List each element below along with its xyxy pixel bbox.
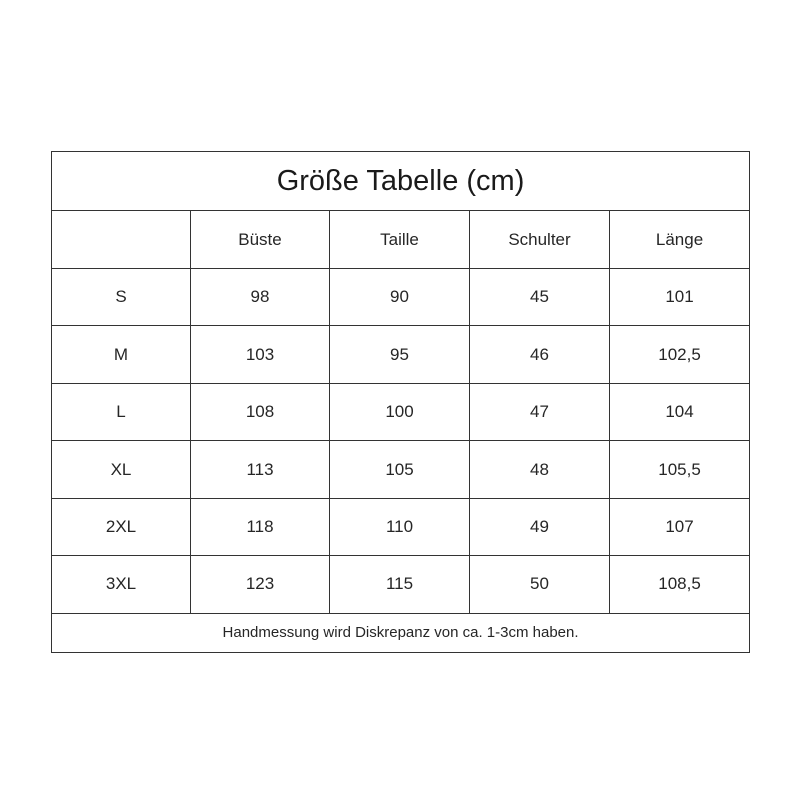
- waist-value: 100: [330, 383, 470, 440]
- waist-value: 110: [330, 498, 470, 555]
- table-row-m: [52, 326, 750, 383]
- bust-value: 98: [191, 268, 330, 325]
- shoulder-value: 45: [470, 268, 610, 325]
- title-row: [52, 152, 750, 211]
- table-title: Größe Tabelle (cm): [52, 152, 750, 211]
- column-header-waist: Taille: [330, 211, 470, 268]
- waist-value: 90: [330, 268, 470, 325]
- corner-cell: [52, 211, 191, 268]
- shoulder-value: 48: [470, 441, 610, 498]
- length-value: 101: [610, 268, 750, 325]
- shoulder-value: 47: [470, 383, 610, 440]
- header-row: [52, 211, 750, 268]
- bust-value: 113: [191, 441, 330, 498]
- size-label: XL: [52, 441, 191, 498]
- length-value: 102,5: [610, 326, 750, 383]
- length-value: 108,5: [610, 556, 750, 613]
- waist-value: 105: [330, 441, 470, 498]
- length-value: 107: [610, 498, 750, 555]
- table-row-s: [52, 268, 750, 325]
- size-label: M: [52, 326, 191, 383]
- column-header-bust: Büste: [191, 211, 330, 268]
- size-label: L: [52, 383, 191, 440]
- note-row: [52, 613, 750, 652]
- waist-value: 95: [330, 326, 470, 383]
- table-row-xl: [52, 441, 750, 498]
- size-label: S: [52, 268, 191, 325]
- column-header-length: Länge: [610, 211, 750, 268]
- table-row-2xl: [52, 498, 750, 555]
- size-label: 2XL: [52, 498, 191, 555]
- bust-value: 103: [191, 326, 330, 383]
- shoulder-value: 49: [470, 498, 610, 555]
- column-header-shoulder: Schulter: [470, 211, 610, 268]
- shoulder-value: 46: [470, 326, 610, 383]
- size-label: 3XL: [52, 556, 191, 613]
- bust-value: 123: [191, 556, 330, 613]
- waist-value: 115: [330, 556, 470, 613]
- table-row-l: [52, 383, 750, 440]
- measurement-note: Handmessung wird Diskrepanz von ca. 1-3cm haben.: [52, 613, 750, 652]
- size-chart-table: [51, 151, 750, 653]
- table-row-3xl: [52, 556, 750, 613]
- length-value: 104: [610, 383, 750, 440]
- bust-value: 108: [191, 383, 330, 440]
- shoulder-value: 50: [470, 556, 610, 613]
- bust-value: 118: [191, 498, 330, 555]
- length-value: 105,5: [610, 441, 750, 498]
